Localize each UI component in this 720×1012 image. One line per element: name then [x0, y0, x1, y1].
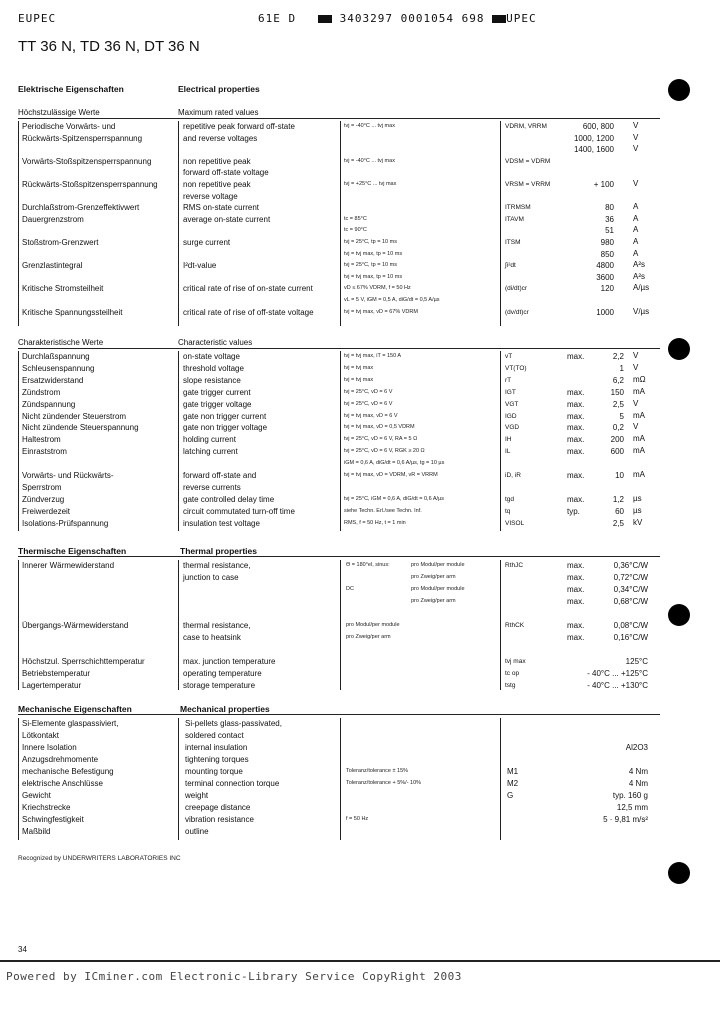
param-limit: max.: [567, 633, 585, 642]
param-symbol: tstg: [505, 682, 516, 689]
param-unit: mA: [633, 410, 645, 420]
param-condition-detail: pro Modul/per module: [411, 586, 465, 592]
param-symbol: vT: [505, 353, 513, 360]
param-condition: tvj = -40°C ... tvj max: [344, 123, 395, 129]
table-column-divider: [178, 121, 179, 326]
param-value: 0,36°C/W: [613, 561, 648, 570]
param-limit: max.: [567, 423, 585, 433]
param-name-de: Übergangs-Wärmewiderstand: [22, 621, 129, 630]
param-symbol: ITRMSM: [505, 204, 531, 212]
section-mech-en: Mechanical properties: [180, 704, 270, 714]
param-condition: tvj = tvj max, vD = 6 V: [344, 412, 398, 419]
param-value: 60: [615, 506, 624, 516]
param-name-de: Rückwärts-Stoßspitzensperrspannung: [22, 180, 158, 189]
param-condition: tvj = 25°C, vD = 6 V: [344, 388, 393, 395]
param-symbol: IH: [505, 436, 512, 444]
param-symbol: IGT: [505, 388, 516, 396]
page-number: 34: [18, 945, 27, 954]
param-value: 2,2: [612, 352, 624, 361]
param-limit: max.: [567, 585, 585, 594]
param-unit: V: [633, 179, 639, 188]
param-condition: tvj = tvj max, vD = VDRM, vR = VRRM: [344, 472, 438, 478]
param-unit: A: [633, 202, 639, 212]
param-value: 12,5 mm: [616, 803, 648, 812]
param-unit: A: [633, 213, 639, 223]
param-condition: pro Modul/per module: [346, 622, 400, 628]
param-name-de: Sperrstrom: [22, 482, 62, 492]
param-unit: V: [633, 121, 639, 130]
param-name-de: Vorwärts-Stoßspitzensperrspannung: [22, 156, 152, 166]
param-symbol: G: [507, 791, 514, 800]
param-name-de: Ersatzwiderstand: [22, 375, 84, 385]
param-name-de: Zündstrom: [22, 387, 61, 397]
param-unit: A: [633, 237, 639, 246]
param-limit: typ.: [567, 506, 580, 516]
param-name-de: Lagertemperatur: [22, 681, 82, 690]
subsection-char-de: Charakteristische Werte: [18, 338, 104, 347]
param-value: 125°C: [625, 657, 648, 666]
param-name-de: Innerer Wärmewiderstand: [22, 561, 115, 570]
param-unit: A: [633, 225, 639, 235]
param-name-en: I²dt-value: [183, 261, 217, 271]
param-name-de: Lötkontakt: [22, 731, 59, 740]
param-value: 10: [615, 471, 624, 480]
param-symbol: VRSM = VRRM: [505, 181, 551, 188]
param-limit: max.: [567, 573, 585, 582]
divider: [18, 714, 660, 715]
param-name-en: operating temperature: [183, 669, 262, 678]
param-limit: max.: [567, 387, 585, 397]
param-name-de: Gewicht: [22, 791, 51, 800]
param-condition: tc = 90°C: [344, 227, 367, 234]
param-name-de: Zündverzug: [22, 494, 65, 504]
param-symbol: (di/dt)cr: [505, 285, 528, 293]
param-unit: V: [633, 132, 639, 142]
param-symbol: tvj max: [505, 658, 526, 665]
param-condition: tvj = tvj max: [344, 376, 374, 383]
param-name-en: slope resistance: [183, 375, 241, 385]
param-name-en: outline: [185, 827, 209, 836]
param-value: 150: [610, 387, 624, 397]
param-value: 4 Nm: [628, 779, 648, 788]
section-electrical-en: Electrical properties: [178, 84, 260, 94]
param-unit: V/µs: [633, 306, 650, 316]
param-symbol: IL: [505, 448, 511, 456]
param-unit: V: [633, 398, 639, 408]
param-condition: tvj = tvj max, vD = 0,5 VDRM: [344, 424, 415, 431]
param-name-en: vibration resistance: [185, 815, 254, 824]
param-condition: tvj = tvj max, tp = 10 ms: [344, 250, 403, 257]
table-column-divider: [178, 351, 179, 531]
param-condition: tvj = 25°C, vD = 6 V, RA = 5 Ω: [344, 436, 418, 443]
param-condition: tvj = -40°C ... tvj max: [344, 157, 395, 164]
param-name-de: Zündspannung: [22, 399, 76, 409]
param-name-de: Kritische Stromsteilheit: [22, 284, 104, 294]
param-name-de: Vorwärts- und Rückwärts-: [22, 471, 114, 480]
param-value: Al2O3: [625, 743, 648, 752]
param-name-en: critical rate of rise of off-state voltage: [183, 307, 314, 317]
table-column-divider: [178, 560, 179, 690]
param-unit: V: [633, 422, 639, 432]
param-unit: A²s: [633, 271, 645, 281]
table-column-divider: [500, 121, 501, 326]
param-name-en: gate controlled delay time: [183, 494, 275, 504]
param-name-en: storage temperature: [183, 681, 256, 690]
param-symbol: iD, iR: [505, 472, 521, 479]
section-thermal-en: Thermal properties: [180, 546, 257, 556]
param-symbol: tgd: [505, 495, 515, 503]
param-value: - 40°C ... +130°C: [587, 681, 648, 690]
param-unit: mΩ: [633, 374, 646, 384]
param-limit: max.: [567, 471, 585, 480]
param-symbol: VGT: [505, 400, 519, 408]
param-condition: tvj = tvj max, vD = 67% VDRM: [344, 308, 418, 315]
ul-recognized-note: Recognized by UNDERWRITERS LABORATORIES INC: [18, 855, 181, 862]
param-unit: kV: [633, 517, 643, 527]
param-name-en: average on-state current: [183, 214, 271, 224]
section-thermal-de: Thermische Eigenschaften: [18, 546, 127, 556]
param-name-en: insulation test voltage: [183, 518, 260, 528]
param-name-de: Innere Isolation: [22, 743, 77, 752]
param-name-de: Kritische Spannungssteilheit: [22, 307, 123, 317]
param-condition: tvj = tvj max, iT = 150 A: [344, 353, 402, 359]
param-name-de: Anzugsdrehmomente: [22, 755, 99, 764]
param-value: - 40°C ... +125°C: [587, 669, 648, 678]
table-column-divider: [340, 121, 341, 326]
param-unit: V: [633, 144, 639, 154]
param-value: 4 Nm: [628, 767, 648, 776]
param-limit: max.: [567, 411, 585, 421]
param-name-en: circuit commutated turn-off time: [183, 506, 295, 516]
param-value: 1000, 1200: [573, 133, 614, 143]
param-value: 600: [610, 447, 624, 457]
param-condition: Toleranz/tolerance ± 15%: [346, 768, 409, 774]
param-value: 600, 800: [582, 122, 614, 131]
param-value: 4800: [596, 261, 614, 271]
param-name-en: threshold voltage: [183, 363, 244, 373]
param-name-de: Rückwärts-Spitzensperrspannung: [22, 133, 143, 143]
param-name-de: Freiwerdezeit: [22, 506, 71, 516]
param-name-en: critical rate of rise of on-state current: [183, 284, 313, 294]
param-condition: Toleranz/tolerance + 5%/- 10%: [346, 780, 422, 786]
param-symbol: VISOL: [505, 519, 525, 527]
param-condition: tc = 85°C: [344, 215, 367, 222]
param-limit: max.: [567, 621, 585, 630]
param-symbol: rT: [505, 376, 512, 384]
param-name-de: Durchlaßstrom-Grenzeffektivwert: [22, 203, 140, 213]
table-column-divider: [500, 560, 501, 690]
param-symbol: ITSM: [505, 239, 521, 246]
param-unit: A: [633, 248, 639, 258]
param-value: 0,16°C/W: [613, 633, 648, 642]
header-barcode: [318, 12, 537, 25]
param-value: 0,2: [612, 423, 624, 433]
param-name-de: Grenzlastintegral: [22, 261, 83, 271]
barcode-mark-icon: [492, 15, 506, 23]
param-unit: mA: [633, 386, 645, 396]
subsection-max-de: Höchstzulässige Werte: [18, 108, 100, 117]
param-condition: tvj = 25°C, vD = 6 V, RGK ≥ 20 Ω: [344, 448, 425, 455]
param-symbol: tq: [505, 507, 511, 515]
subsection-char-en: Characteristic values: [178, 338, 253, 347]
param-condition-detail: pro Zweig/per arm: [411, 598, 456, 604]
param-symbol: VT(TO): [505, 364, 527, 372]
param-name-en: gate non trigger current: [183, 411, 267, 421]
param-condition: vD ≤ 67% VDRM, f = 50 Hz: [344, 285, 411, 292]
punch-hole-icon: [668, 338, 690, 360]
param-symbol: RthJC: [505, 562, 524, 569]
param-name-de: elektrische Anschlüsse: [22, 779, 103, 788]
param-name-en: thermal resistance,: [183, 561, 251, 570]
param-unit: A/µs: [633, 283, 650, 293]
param-name-en: case to heatsink: [183, 633, 241, 642]
param-value: 200: [610, 435, 624, 445]
section-mech-de: Mechanische Eigenschaften: [18, 704, 132, 714]
param-value: 1400, 1600: [573, 145, 614, 155]
page-bottom-edge: [0, 960, 720, 962]
param-value: 6,2: [612, 375, 624, 385]
barcode-text: 3403297 0001054 698: [339, 12, 485, 25]
param-name-en: reverse currents: [183, 482, 241, 492]
param-name-en: terminal connection torque: [185, 779, 280, 788]
param-condition: RMS, f = 50 Hz, t = 1 min: [344, 519, 406, 526]
param-value: 2,5: [612, 518, 624, 528]
param-name-en: internal insulation: [185, 743, 248, 752]
param-limit: max.: [567, 561, 585, 570]
param-condition-detail: pro Zweig/per arm: [411, 574, 456, 580]
section-electrical-de: Elektrische Eigenschaften: [18, 84, 124, 94]
param-name-en: junction to case: [183, 573, 239, 582]
param-name-de: Dauergrenzstrom: [22, 214, 84, 224]
param-value: 80: [605, 203, 614, 213]
param-name-de: mechanische Befestigung: [22, 767, 114, 776]
param-unit: A²s: [633, 260, 645, 270]
param-symbol: VGD: [505, 424, 520, 432]
subsection-max-en: Maximum rated values: [178, 108, 259, 117]
param-unit: mA: [633, 470, 645, 479]
table-column-divider: [18, 121, 19, 326]
punch-hole-icon: [668, 862, 690, 884]
param-name-en: creepage distance: [185, 803, 251, 812]
param-symbol: ∫i²dt: [505, 262, 516, 270]
param-condition: f = 50 Hz: [346, 816, 369, 822]
param-symbol: VDRM, VRRM: [505, 123, 547, 130]
param-name-de: Isolations-Prüfspannung: [22, 518, 109, 528]
param-value: 36: [605, 214, 614, 224]
param-symbol: tc op: [505, 670, 520, 677]
param-name-de: Durchlaßspannung: [22, 352, 90, 361]
param-name-de: Haltestrom: [22, 435, 61, 445]
param-name-de: Schleusenspannung: [22, 363, 95, 373]
brand-right: UPEC: [506, 12, 537, 25]
param-name-en: RMS on-state current: [183, 203, 260, 213]
param-name-en: forward off-state voltage: [183, 168, 269, 178]
table-column-divider: [500, 718, 501, 840]
param-condition: pro Zweig/per arm: [346, 634, 391, 640]
param-value: 1000: [596, 307, 614, 317]
param-condition: tvj = 25°C, iGM = 0,6 A, diG/dt = 0,6 A/µs: [344, 495, 444, 502]
param-value: 0,08°C/W: [613, 621, 648, 630]
param-name-de: Stoßstrom-Grenzwert: [22, 238, 99, 247]
param-name-en: latching current: [183, 447, 238, 457]
table-column-divider: [178, 718, 179, 840]
param-name-en: gate trigger voltage: [183, 399, 252, 409]
param-unit: µs: [633, 493, 642, 503]
table-column-divider: [18, 718, 19, 840]
table-column-divider: [18, 560, 19, 690]
param-name-en: Si-pellets glass-passivated,: [185, 719, 282, 728]
param-value: 120: [600, 284, 614, 294]
param-name-en: thermal resistance,: [183, 621, 251, 630]
param-symbol: M1: [507, 767, 519, 776]
param-limit: max.: [567, 447, 585, 457]
param-name-en: soldered contact: [185, 731, 244, 740]
param-name-de: Nicht zündender Steuerstrom: [22, 411, 127, 421]
param-symbol: ITAVM: [505, 215, 524, 223]
punch-hole-icon: [668, 604, 690, 626]
param-limit: max.: [567, 597, 585, 606]
param-name-en: forward off-state and: [183, 471, 257, 480]
param-limit: max.: [567, 494, 585, 504]
param-name-en: repetitive peak forward off-state: [183, 122, 295, 131]
param-name-en: tightening torques: [185, 755, 249, 764]
divider: [18, 118, 660, 119]
param-condition: DC: [346, 586, 354, 592]
param-name-en: non repetitive peak: [183, 156, 251, 166]
param-symbol: (dv/dt)cr: [505, 308, 529, 316]
param-condition: tvj = 25°C, tp = 10 ms: [344, 262, 397, 269]
param-name-de: Periodische Vorwärts- und: [22, 122, 116, 131]
table-column-divider: [500, 351, 501, 531]
param-name-en: non repetitive peak: [183, 180, 251, 189]
param-limit: max.: [567, 435, 585, 445]
brand-logo: EUPEC: [18, 12, 57, 25]
param-value: 3600: [596, 272, 614, 282]
param-name-en: mounting torque: [185, 767, 243, 776]
param-name-en: surge current: [183, 238, 231, 247]
param-unit: V: [633, 362, 639, 372]
param-unit: mA: [633, 434, 645, 444]
param-unit: µs: [633, 505, 642, 515]
punch-hole-icon: [668, 79, 690, 101]
param-condition: Θ = 180°el, sinus:: [346, 562, 390, 568]
param-condition: tvj = 25°C, vD = 6 V: [344, 400, 393, 407]
param-limit: max.: [567, 399, 585, 409]
param-name-de: Einraststrom: [22, 447, 67, 457]
param-condition: tvj = tvj max: [344, 364, 374, 371]
table-column-divider: [18, 351, 19, 531]
param-name-en: gate non trigger voltage: [183, 423, 268, 433]
param-name-en: and reverse voltages: [183, 133, 258, 143]
param-name-en: holding current: [183, 435, 236, 445]
param-symbol: RthCK: [505, 622, 525, 629]
param-name-de: Betriebstemperatur: [22, 669, 91, 678]
param-condition: siehe Techn. Erl./see Techn. Inf.: [344, 507, 422, 514]
table-column-divider: [340, 351, 341, 531]
param-value: 5 · 9,81 m/s²: [603, 815, 648, 824]
table-column-divider: [340, 560, 341, 690]
param-value: 1,2: [612, 494, 624, 504]
param-value: 2,5: [612, 399, 624, 409]
param-value: 0,72°C/W: [613, 573, 648, 582]
param-name-de: Nicht zündende Steuerspannung: [22, 423, 139, 433]
param-value: 1: [619, 363, 624, 373]
param-condition: tvj = tvj max, tp = 10 ms: [344, 273, 403, 280]
header-code: 61E D: [258, 12, 297, 25]
param-name-en: on-state voltage: [183, 352, 240, 361]
param-value: 850: [600, 249, 614, 259]
param-name-de: Höchstzul. Sperrschichttemperatur: [22, 657, 145, 666]
param-condition: tvj = 25°C, tp = 10 ms: [344, 239, 397, 245]
param-limit: max.: [567, 352, 585, 361]
footer-copyright: Powered by ICminer.com Electronic-Library Service CopyRight 2003: [6, 970, 462, 983]
param-condition: iGM = 0,6 A, diG/dt = 0,6 A/µs, tg = 10 µs: [344, 460, 445, 467]
table-column-divider: [340, 718, 341, 840]
param-value: 5: [619, 411, 624, 421]
param-name-en: gate trigger current: [183, 387, 251, 397]
divider: [18, 556, 660, 557]
param-value: 980: [600, 238, 614, 247]
param-condition: tvj = +25°C ... tvj max: [344, 181, 397, 187]
page-title: TT 36 N, TD 36 N, DT 36 N: [18, 38, 200, 55]
param-name-de: Si-Elemente glaspassiviert,: [22, 719, 119, 728]
barcode-mark-icon: [318, 15, 332, 23]
param-name-de: Maßbild: [22, 827, 51, 836]
param-value: typ. 160 g: [612, 791, 648, 800]
param-value: 0,68°C/W: [613, 597, 648, 606]
param-condition-detail: pro Modul/per module: [411, 562, 465, 568]
param-symbol: VDSM = VDRM: [505, 157, 551, 165]
param-name-de: Kriechstrecke: [22, 803, 71, 812]
param-name-en: max. junction temperature: [183, 657, 276, 666]
param-value: 0,34°C/W: [613, 585, 648, 594]
param-value: + 100: [593, 180, 614, 189]
param-unit: mA: [633, 446, 645, 456]
param-unit: V: [633, 351, 639, 360]
param-name-en: weight: [185, 791, 209, 800]
param-symbol: IGD: [505, 412, 517, 420]
param-symbol: M2: [507, 779, 519, 788]
divider: [18, 348, 660, 349]
param-value: 51: [605, 226, 614, 236]
param-name-de: Schwingfestigkeit: [22, 815, 84, 824]
param-name-en: reverse voltage: [183, 191, 238, 201]
param-condition: vL = 5 V, iGM = 0,5 A, diG/dt = 0,5 A/µs: [344, 297, 440, 303]
